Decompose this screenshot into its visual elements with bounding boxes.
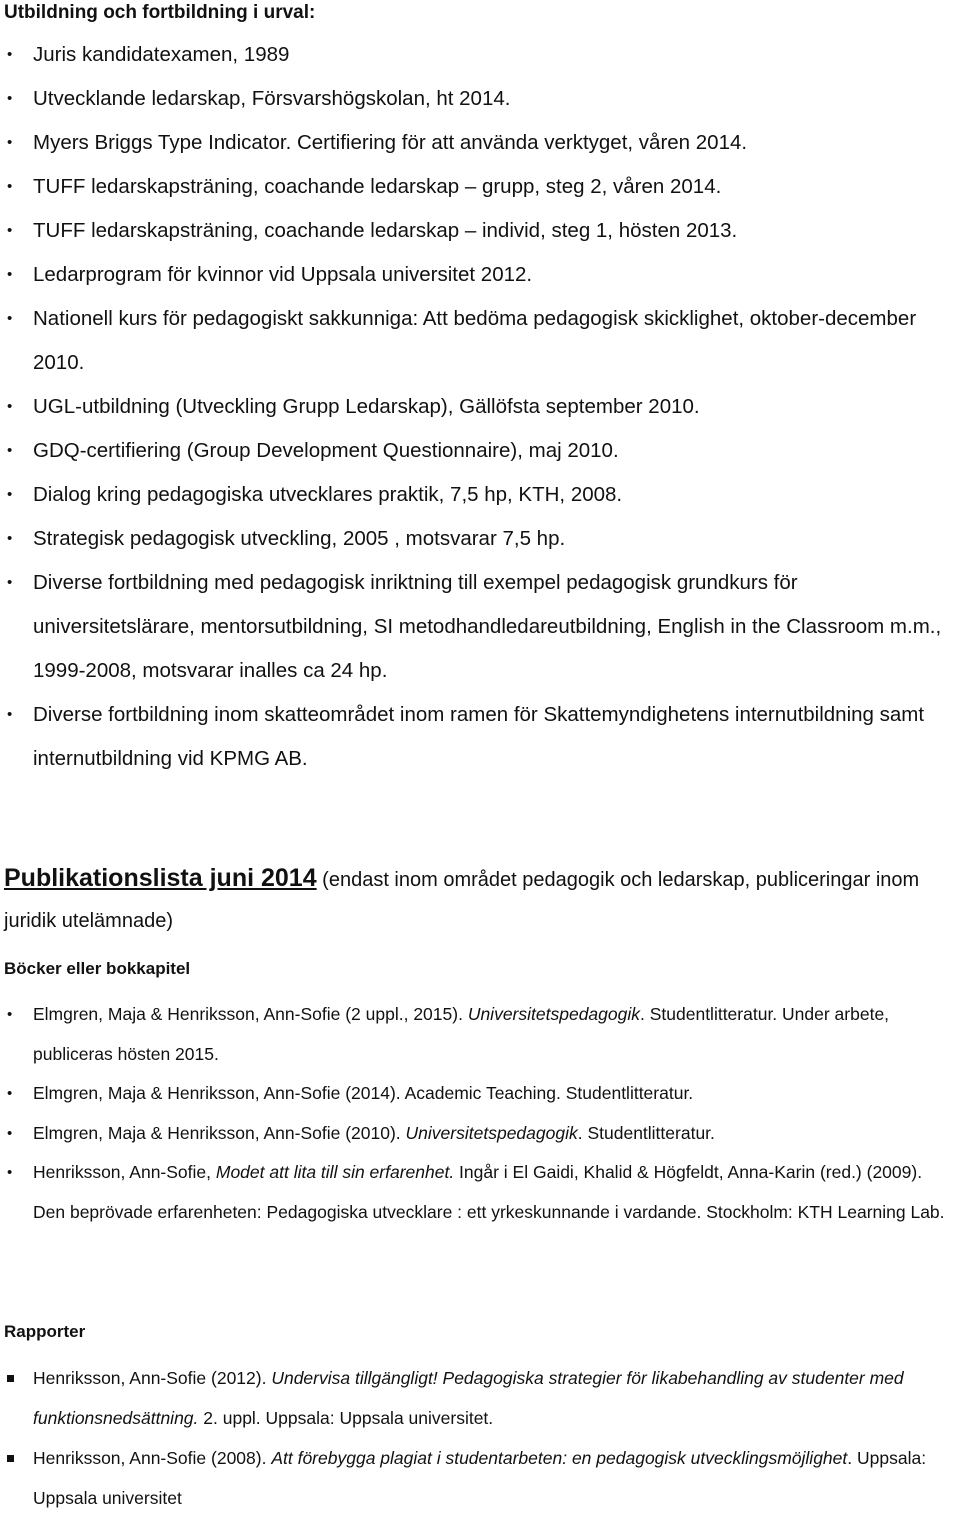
bullet-icon: •: [7, 442, 13, 459]
list-item: • Strategisk pedagogisk utveckling, 2005 , motsvarar 7,5 hp.: [0, 517, 960, 561]
books-heading: Böcker eller bokkapitel: [4, 959, 191, 978]
list-item: Henriksson, Ann-Sofie (2008). Att förebygga plagiat i studentarbeten: en pedagogisk utvecklingsmöjlighet. Uppsala: Uppsala universitet: [0, 1438, 960, 1518]
list-item: • Henriksson, Ann-Sofie, Modet att lita till sin erfarenhet. Ingår i El Gaidi, Khalid & Högfeldt, Anna-Karin (red.) (2009). Den beprövade erfarenheten: Pedagogiska utvecklare : ett yrkeskunnande i vardande. Stockholm: KTH Learning Lab.: [0, 1153, 960, 1232]
books-list: [0, 995, 960, 1232]
list-item: • Diverse fortbildning inom skatteområdet inom ramen för Skattemyndighetens internutbildning samt internutbildning vid KPMG AB.: [0, 693, 960, 781]
bullet-icon: •: [7, 486, 13, 503]
bullet-icon: •: [7, 1006, 13, 1023]
list-item: • Dialog kring pedagogiska utvecklares praktik, 7,5 hp, KTH, 2008.: [0, 473, 960, 517]
education-list: [0, 33, 960, 781]
bullet-icon: •: [7, 530, 13, 547]
list-item: • GDQ-certifiering (Group Development Questionnaire), maj 2010.: [0, 429, 960, 473]
bullet-icon: •: [7, 1085, 13, 1102]
publications-heading: [4, 858, 949, 989]
list-item: • Myers Briggs Type Indicator. Certifiering för att använda verktyget, våren 2014.: [0, 121, 960, 165]
list-item: • TUFF ledarskapsträning, coachande ledarskap – grupp, steg 2, våren 2014.: [0, 165, 960, 209]
bullet-icon: •: [7, 222, 13, 239]
list-item: • UGL-utbildning (Utveckling Grupp Ledarskap), Gällöfsta september 2010.: [0, 385, 960, 429]
square-bullet-icon: [7, 1358, 14, 1398]
bullet-icon: •: [7, 266, 13, 283]
education-heading: Utbildning och fortbildning i urval:: [4, 2, 316, 23]
list-item: • Diverse fortbildning med pedagogisk inriktning till exempel pedagogisk grundkurs för universitetslärare, mentorsutbildning, SI metodhandledareutbildning, English in the Classroom m.m., 1999-2008, motsvarar inalles ca 24 hp.: [0, 561, 960, 693]
bullet-icon: •: [7, 1164, 13, 1181]
publications-note: (endast inom området pedagogik och ledarskap, publiceringar inom juridik utelämnade): [4, 869, 920, 932]
list-item: • Elmgren, Maja & Henriksson, Ann-Sofie (2 uppl., 2015). Universitetspedagogik. Studentlitteratur. Under arbete, publiceras hösten 2015.: [0, 995, 960, 1074]
reports-heading: Rapporter: [4, 1322, 86, 1341]
list-item: Henriksson, Ann-Sofie (2012). Undervisa tillgängligt! Pedagogiska strategier för likabehandling av studenter med funktionsnedsättning. 2. uppl. Uppsala: Uppsala universitet.: [0, 1358, 960, 1438]
publications-title: Publikationslista juni 2014: [4, 864, 317, 892]
list-item: • TUFF ledarskapsträning, coachande ledarskap – individ, steg 1, hösten 2013.: [0, 209, 960, 253]
bullet-icon: •: [7, 574, 13, 591]
list-item: • Elmgren, Maja & Henriksson, Ann-Sofie (2010). Universitetspedagogik. Studentlitteratur.: [0, 1114, 960, 1154]
list-item: • Nationell kurs för pedagogiskt sakkunniga: Att bedöma pedagogisk skicklighet, oktober-december 2010.: [0, 297, 960, 385]
bullet-icon: •: [7, 178, 13, 195]
reports-list: [0, 1358, 960, 1518]
bullet-icon: •: [7, 90, 13, 107]
bullet-icon: •: [7, 134, 13, 151]
list-item: • Utvecklande ledarskap, Försvarshögskolan, ht 2014.: [0, 77, 960, 121]
list-item: • Juris kandidatexamen, 1989: [0, 33, 960, 77]
bullet-icon: •: [7, 310, 13, 327]
list-item: • Elmgren, Maja & Henriksson, Ann-Sofie (2014). Academic Teaching. Studentlitteratur.: [0, 1074, 960, 1114]
bullet-icon: •: [7, 706, 13, 723]
square-bullet-icon: [7, 1438, 14, 1478]
bullet-icon: •: [7, 46, 13, 63]
bullet-icon: •: [7, 1124, 13, 1142]
bullet-icon: •: [7, 398, 13, 415]
list-item: • Ledarprogram för kvinnor vid Uppsala universitet 2012.: [0, 253, 960, 297]
